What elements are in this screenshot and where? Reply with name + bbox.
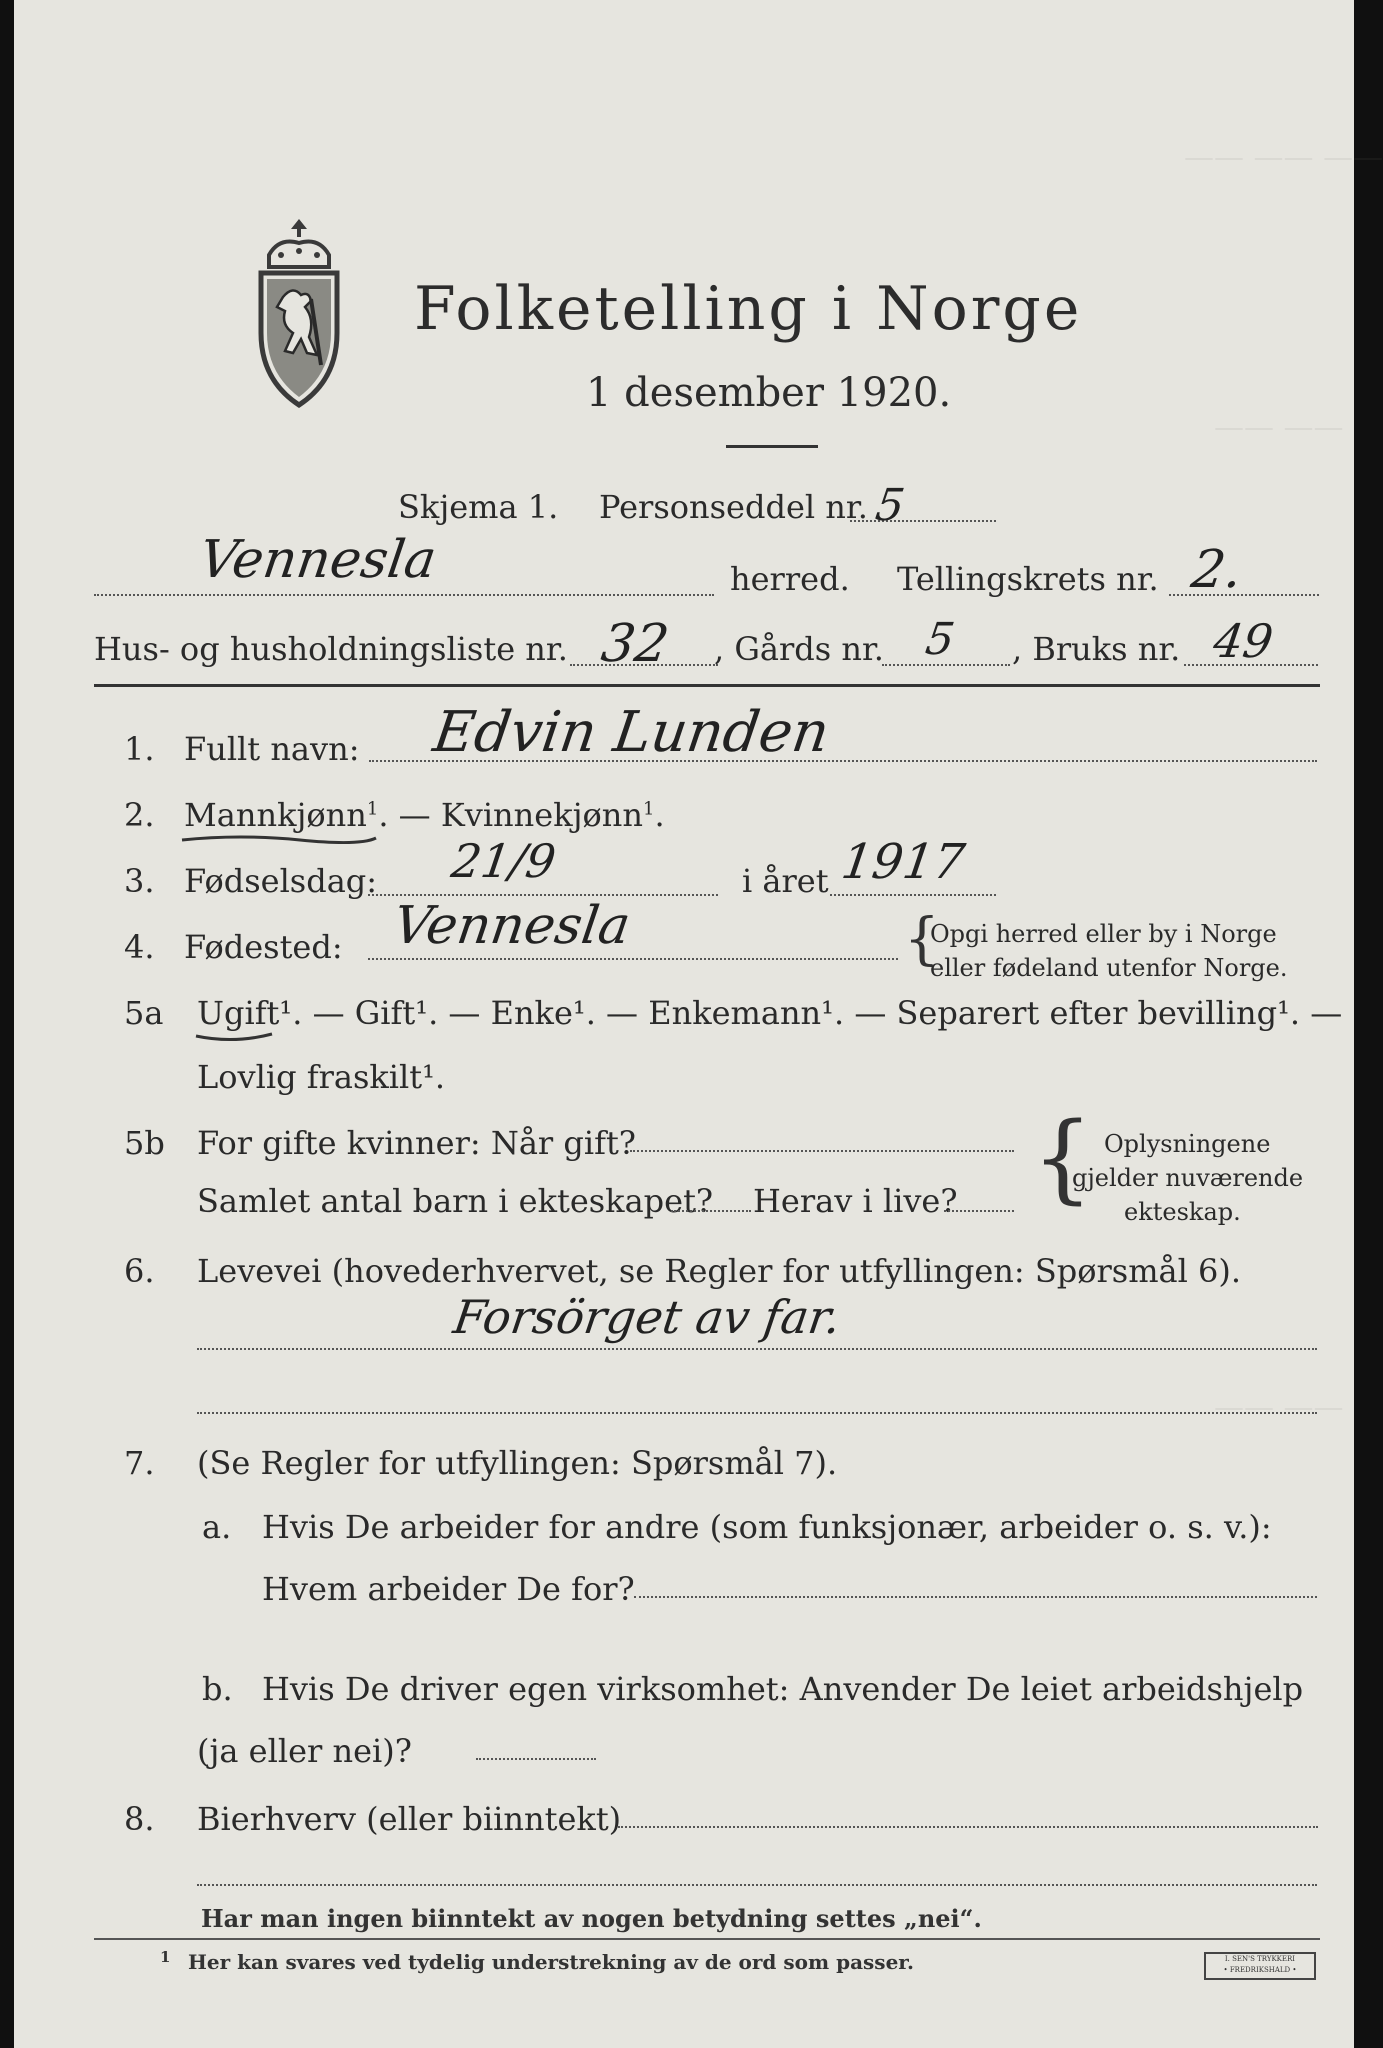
printer-stamp-line2: • FREDRIKSHALD • [1223,1966,1297,1974]
q3-label: Fødselsdag: [184,862,378,900]
q2-sex-options [184,796,665,834]
census-date: 1 desember 1920. [586,370,952,416]
herred-label: herred. [730,560,850,598]
q7b-letter: b. [202,1670,233,1708]
q2-male-underline [180,832,380,846]
q3-year-label: i året [742,862,829,900]
q8-label: Bierhverv (eller biinntekt) [197,1800,622,1838]
bruks-value: 49 [1210,614,1277,668]
q4-field-line [368,958,898,960]
footer-note: Har man ingen biinntekt av nogen betydning settes „nei“. [201,1904,982,1933]
herred-value: Vennesla [195,530,440,590]
q5b-note-line2: gjelder nuværende [1072,1164,1304,1192]
q7a-employer-label: Hvem arbeider De for? [262,1570,635,1608]
footnote-mark: 1 [160,1948,171,1966]
q3-birthday: 21/9 [448,834,560,888]
q4-label: Fødested: [184,928,343,966]
q6-occupation: Forsörget av far. [450,1290,844,1344]
q5b-married-label: For gifte kvinner: Når gift? [197,1124,636,1162]
tellingskrets-label: Tellingskrets nr. [897,560,1159,598]
schema-label: Skjema 1. [398,488,559,526]
coat-of-arms-icon [249,215,349,415]
q5b-children-field-line [671,1210,751,1212]
q2-footnote-ref: 1 [366,798,379,820]
q7-label: (Se Regler for utfyllingen: Spørsmål 7). [197,1444,838,1482]
tellingskrets-value: 2. [1187,540,1246,600]
form-title: Folketelling i Norge [414,274,1083,344]
q5b-number: 5b [124,1124,165,1162]
q2-number: 2. [124,796,155,834]
q4-note-line1: Opgi herred eller by i Norge [930,920,1277,948]
q2-male-option: Mannkjønn [184,796,367,834]
printer-stamp [1204,1952,1316,1980]
q5a-number: 5a [124,994,164,1032]
q5b-children-label: Samlet antal barn i ekteskapet? [197,1182,714,1220]
q5a-marital-options-cont: Lovlig fraskilt¹. [197,1058,446,1096]
ghost-text: —— —— [1214,410,1344,445]
q3-number: 3. [124,862,155,900]
husholdningsliste-label: Hus- og husholdningsliste nr. [94,630,568,668]
q5b-brace: { [1032,1102,1094,1214]
q4-birthplace: Vennesla [389,896,634,956]
q1-number: 1. [124,730,155,768]
q7b-yes-no-label: (ja eller nei)? [197,1732,412,1770]
footnote-text: Her kan svares ved tydelig understrekning av de ord som passer. [188,1950,914,1974]
ghost-text: —— —— [1214,1390,1344,1425]
q6-field-line-1 [197,1348,1317,1350]
q4-brace: { [904,907,940,972]
q7a-letter: a. [202,1508,232,1546]
personseddel-value: 5 [872,480,908,531]
gards-label: , Gårds nr. [714,630,884,668]
gards-value: 5 [922,614,958,665]
q2-terminator: . [654,796,665,834]
q8-field-line-1 [618,1826,1318,1828]
q6-field-line-2 [197,1412,1317,1414]
q1-label: Fullt navn: [184,730,360,768]
footer-rule [94,1938,1320,1940]
personseddel-field-line [850,520,996,522]
q2-footnote-ref: 1 [643,798,655,820]
q7a-employer-field-line [634,1596,1317,1598]
census-form-sheet [14,0,1383,2048]
q4-number: 4. [124,928,155,966]
bruks-label: , Bruks nr. [1012,630,1181,668]
herred-field-line [94,594,714,596]
q1-full-name: Edvin Lunden [429,700,834,765]
q7b-question: Hvis De driver egen virksomhet: Anvender De leiet arbeidshjelp [262,1670,1304,1708]
q3-birth-year: 1917 [838,834,969,890]
q6-number: 6. [124,1252,155,1290]
q6-label: Levevei (hovederhvervet, se Regler for utfyllingen: Spørsmål 6). [197,1252,1242,1290]
q8-number: 8. [124,1800,155,1838]
header-rule [94,684,1320,687]
q5b-note-line3: ekteskap. [1124,1198,1241,1226]
q8-field-line-2 [197,1884,1317,1886]
q7b-field-line [476,1758,596,1760]
q3-year-field-line [830,894,996,896]
q5b-married-field-line [630,1150,1014,1152]
q7a-question: Hvis De arbeider for andre (som funksjonær, arbeider o. s. v.): [262,1508,1272,1546]
ghost-text: —— —— —— [1184,140,1383,175]
title-rule [726,445,818,448]
husholdningsliste-value: 32 [597,614,673,674]
q5b-note-line1: Oplysningene [1104,1130,1271,1158]
printer-stamp-line1: I. SEN'S TRYKKERI [1224,1955,1296,1963]
q7-number: 7. [124,1444,155,1482]
q4-note-line2: eller fødeland utenfor Norge. [930,954,1288,982]
q5a-ugift-underline [194,1030,274,1044]
q5b-alive-label: Herav i live? [753,1182,958,1220]
q5b-alive-field-line [944,1210,1014,1212]
personseddel-label: Personseddel nr. [599,488,868,526]
q5a-marital-options: Ugift¹. — Gift¹. — Enke¹. — Enkemann¹. — Separert efter bevilling¹. — [197,994,1343,1032]
q2-female-option: . — Kvinnekjønn [378,796,643,834]
